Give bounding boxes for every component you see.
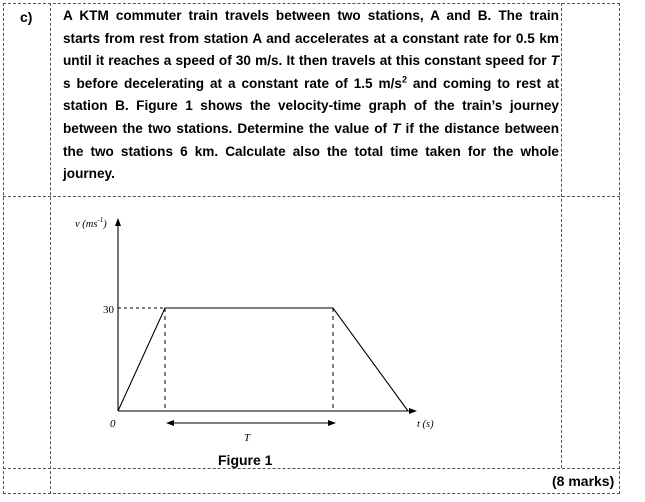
table-top-border	[3, 3, 620, 4]
question-label: c)	[20, 9, 33, 25]
figure-caption: Figure 1	[218, 452, 273, 468]
question-text-part: s before decelerating at a constant rate of 1.5 m/s	[63, 75, 402, 91]
velocity-profile-line	[118, 308, 408, 411]
question-text	[63, 5, 559, 186]
row-divider	[3, 196, 620, 197]
variable-T: T	[550, 53, 559, 69]
question-text-part: and coming to rest at station B. Figure 1 shows the velocity-time graph of the train’s journey between the two stations. Determine the value of	[63, 75, 560, 136]
velocity-time-graph	[60, 208, 434, 448]
origin-label: 0	[110, 418, 116, 430]
interval-arrowhead-left	[166, 420, 174, 426]
table-right-border	[619, 3, 620, 494]
question-text-part: A KTM commuter train travels between two stations, A and B. The train starts from rest from station A and accelerates at a constant rate for 0.5 km until it reaches a speed of 30 m/s. It then travels at this constant speed for	[63, 8, 559, 69]
y-axis-label: v $(ms^{-1})$	[75, 216, 107, 230]
superscript: 2	[401, 74, 407, 85]
y-tick-label: 30	[103, 304, 114, 316]
row-divider	[3, 468, 620, 469]
interval-T-label: T	[244, 432, 251, 444]
question-text-part: if the distance between the two stations 6 km. Calculate also the total time taken for the whole journey.	[63, 120, 560, 182]
interval-arrowhead-right	[328, 420, 336, 426]
x-axis-label: t (s)	[417, 419, 434, 430]
y-axis-arrowhead	[115, 218, 121, 226]
table-bottom-border	[3, 493, 620, 494]
column-divider	[50, 3, 51, 494]
x-axis-arrowhead	[409, 408, 417, 414]
marks-label: (8 marks)	[552, 473, 615, 489]
column-divider	[561, 3, 562, 468]
variable-T: T	[392, 120, 401, 136]
table-left-border	[3, 3, 4, 494]
